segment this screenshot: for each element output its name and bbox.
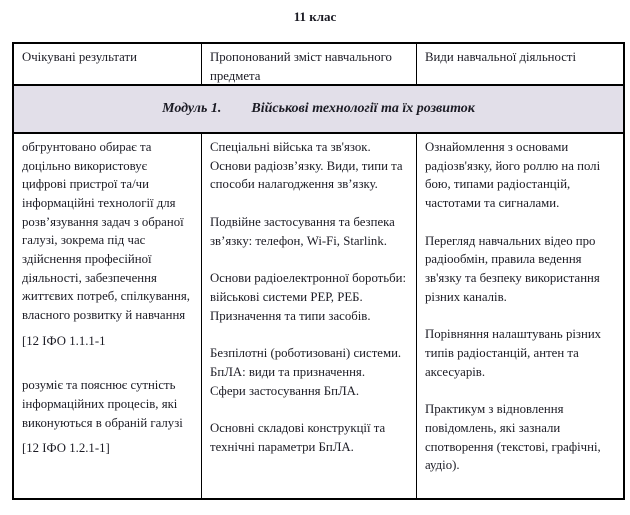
- cell-expected-results: [14, 134, 202, 498]
- cell-proposed-content: [202, 134, 417, 498]
- page-title: 11 клас: [293, 9, 337, 24]
- activity-paragraph: Порівняння налаштувань різних типів радіостанцій, антен та аксесуарів.: [425, 327, 602, 379]
- cell-activity-types: [417, 134, 623, 498]
- result-code: [12 ІФО 1.1.1-1: [22, 333, 106, 348]
- expected-results-paragraph: обгрунтовано обирає та доцільно використовує цифрові пристрої та/чи інформаційні технології для розв’язування задач з обраної галузі, зокрема під час здійснення професійної діяльності, забезпечення життєвих потреб, спілкування, власного розвитку й навчання: [22, 140, 190, 323]
- expected-results-paragraph: розуміє та пояснює сутність інформаційних процесів, які виконуються в обраній галузі: [22, 378, 183, 430]
- column-header-proposed-content: [202, 44, 417, 84]
- table-header-row: [14, 44, 623, 86]
- module-title: Військові технології та їх розвиток: [251, 101, 475, 116]
- module-number: Модуль 1.: [162, 101, 222, 116]
- column-header-expected-results: [14, 44, 202, 84]
- content-paragraph: Подвійне застосування та безпека зв’язку: телефон, Wi-Fi, Starlink.: [210, 215, 395, 248]
- content-paragraph: Основи радіоелектронної боротьби: військові системи РЕР, РЕБ. Призначення та типи засобів.: [210, 271, 407, 323]
- activity-paragraph: Ознайомлення з основами радіозв'язку, його роллю на полі бою, типами радіостанцій, частотами та сигналами.: [425, 140, 601, 211]
- table-body-row: [14, 134, 623, 498]
- curriculum-table: [12, 42, 625, 500]
- content-paragraph: Основні складові конструкції та технічні параметри БпЛА.: [210, 421, 386, 455]
- column-header-label: Очікувані результати: [22, 50, 137, 64]
- column-header-activity-types: [417, 44, 623, 84]
- column-header-label: Види навчальної діяльності: [425, 50, 577, 64]
- module-header-row: [14, 86, 623, 134]
- column-header-label: Пропонований зміст навчального предмета: [210, 50, 392, 83]
- activity-paragraph: Практикум з відновлення повідомлень, які зазнали спотворення (текстові, графічні, аудіо).: [425, 402, 601, 473]
- content-paragraph: БпЛА: види та призначення.: [210, 365, 366, 380]
- result-code: [12 ІФО 1.2.1-1]: [22, 441, 110, 456]
- activity-paragraph: Перегляд навчальних відео про радіообмін, правила ведення зв'язку та безпеку використання різних каналів.: [425, 233, 600, 304]
- content-paragraph: Спеціальні війська та зв'язок. Основи радіозв’язку. Види, типи та способи налагодження зв’язку.: [210, 140, 403, 192]
- content-paragraph: Сфери застосування БпЛА.: [210, 383, 360, 398]
- content-paragraph: Безпілотні (роботизовані) системи.: [210, 346, 402, 361]
